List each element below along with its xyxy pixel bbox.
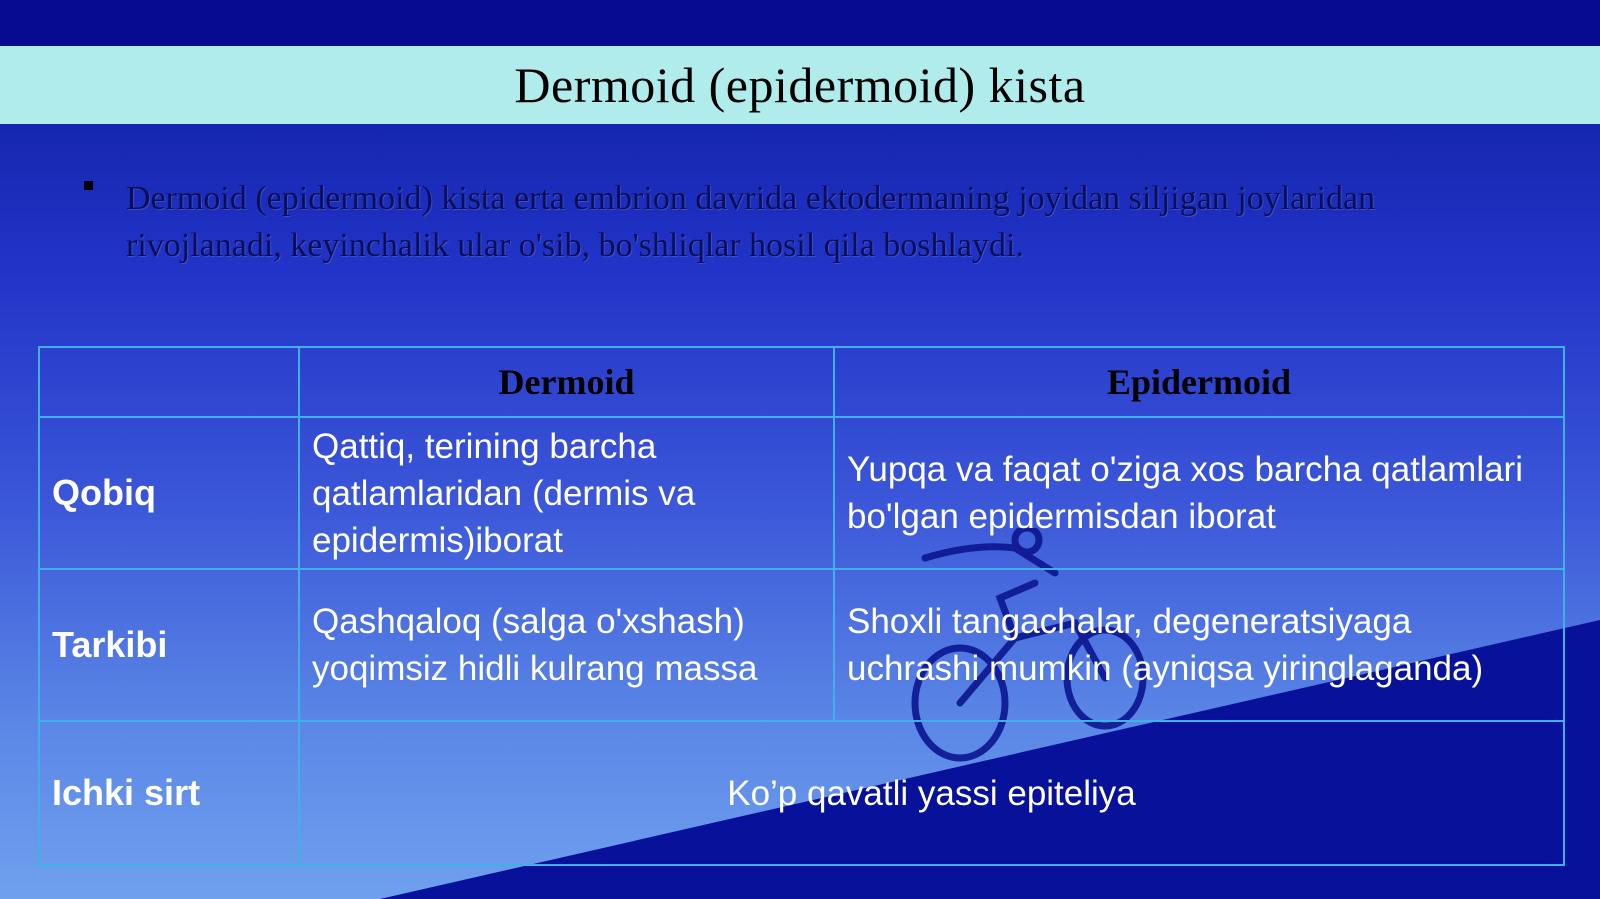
row-label-qobiq: Qobiq (39, 417, 299, 569)
cell-qobiq-epidermoid: Yupqa va faqat o'ziga xos barcha qatlamlari bo'lgan epidermisdan iborat (834, 417, 1564, 569)
cell-tarkibi-epidermoid: Shoxli tangachalar, degeneratsiyaga uchrashi mumkin (ayniqsa yiringlaganda) (834, 569, 1564, 721)
bullet-text: Dermoid (epidermoid) kista erta embrion davrida ektodermaning joyidan siljigan joylaridan rivojlanadi, keyinchalik ular o'sib, bo'shliqlar hosil qila boshlaydi. (126, 180, 1376, 264)
table-header-row (39, 347, 1564, 417)
bullet-list (84, 175, 1524, 269)
cell-ichki-sirt-merged: Ko’p qavatli yassi epiteliya (299, 721, 1564, 865)
table-row (39, 721, 1564, 865)
row-label-ichki-sirt: Ichki sirt (39, 721, 299, 865)
cell-qobiq-dermoid: Qattiq, terining barcha qatlamlaridan (dermis va epidermis)iborat (299, 417, 834, 569)
cell-tarkibi-dermoid: Qashqaloq (salga o'xshash) yoqimsiz hidli kulrang massa (299, 569, 834, 721)
header-empty (39, 347, 299, 417)
header-dermoid: Dermoid (299, 347, 834, 417)
slide-title: Dermoid (epidermoid) kista (514, 57, 1086, 113)
table-row (39, 569, 1564, 721)
row-label-tarkibi: Tarkibi (39, 569, 299, 721)
bullet-marker (84, 181, 93, 190)
header-epidermoid: Epidermoid (834, 347, 1564, 417)
table-row (39, 417, 1564, 569)
comparison-table (38, 346, 1565, 866)
